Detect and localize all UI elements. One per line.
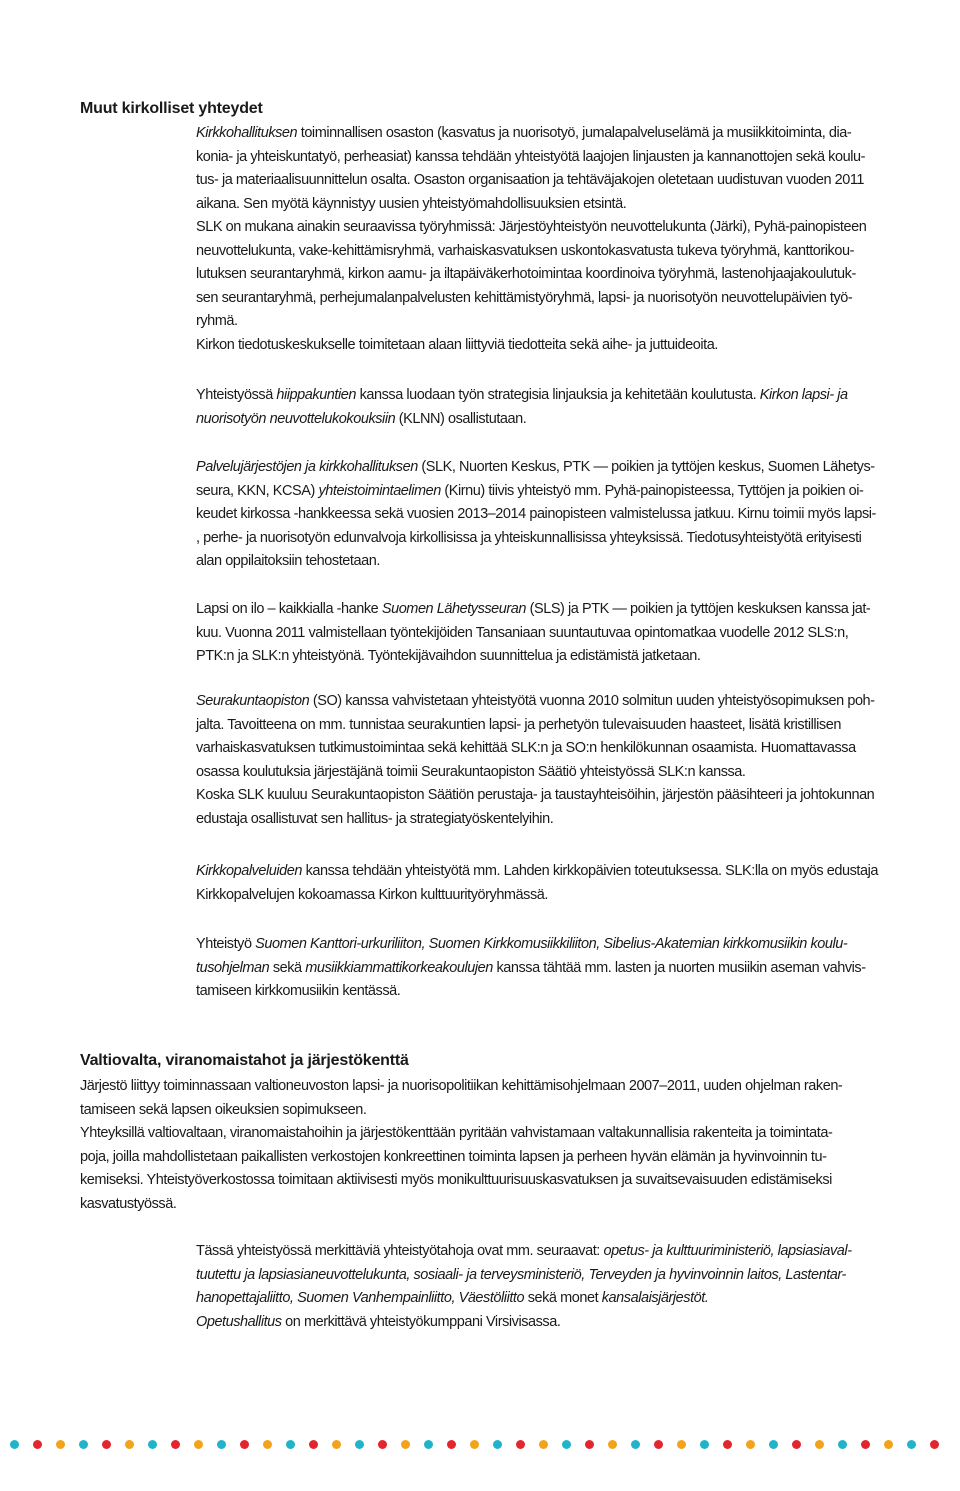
footer-dot	[493, 1440, 502, 1449]
text-run: (KLNN) osallistutaan.	[395, 410, 527, 427]
text-line	[80, 1122, 936, 1146]
text-run: ryhmä.	[196, 313, 238, 329]
footer-dot	[33, 1440, 42, 1449]
text-run: SLK on mukana ainakin seuraavissa työryhmissä: Järjestöyhteistyön neuvottelukunta (Järki), Pyhä-painopisteen	[196, 219, 867, 235]
text-line	[196, 598, 936, 622]
footer-dot	[792, 1440, 801, 1449]
text-line	[196, 169, 936, 193]
text-run: jalta. Tavoitteena on mm. tunnistaa seurakuntien lapsi- ja perhetyön tulevaisuuden haasteet, lisätä kristillisen	[196, 716, 841, 733]
text-run: kasvatustyössä.	[80, 1195, 177, 1212]
text-line	[196, 456, 936, 480]
text-run: toiminnallisen osaston (kasvatus ja nuorisotyö, jumalapalveluselämä ja musiikkitoiminta, dia-	[297, 125, 852, 141]
text-line	[196, 384, 936, 408]
text-run: alan oppilaitoksiin tehostetaan.	[196, 553, 380, 569]
text-run: Yhteistyössä	[196, 387, 277, 403]
text-line	[196, 737, 936, 761]
italic-text-run: opetus- ja kulttuuriministeriö, lapsiasiaval-	[603, 1243, 852, 1259]
text-run: Tässä yhteistyössä merkittäviä yhteistyötahoja ovat mm. seuraavat:	[196, 1243, 604, 1259]
text-line	[80, 1099, 936, 1123]
text-run: Koska SLK kuuluu Seurakuntaopiston Säätiön perustaja- ja taustayhteisöihin, järjestön pääsihteeri ja johtokunnan	[196, 787, 875, 803]
text-line	[196, 480, 936, 504]
text-run: Järjestö liittyy toiminnassaan valtioneuvoston lapsi- ja nuorisopolitiikan kehittämisohjelmaan 2007–2011, uuden ohjelman raken-	[80, 1078, 843, 1094]
paragraph-dioceses	[196, 384, 936, 431]
footer-dot	[217, 1440, 226, 1449]
footer-dot	[746, 1440, 755, 1449]
footer-dot	[585, 1440, 594, 1449]
footer-dot	[470, 1440, 479, 1449]
section-heading-government: Valtiovalta, viranomaistahot ja järjestökenttä	[80, 1052, 409, 1069]
footer-dot	[907, 1440, 916, 1449]
text-run: kanssa tehdään yhteistyötä mm. Lahden kirkkopäivien toteutuksessa. SLK:lla on myös edustaja	[302, 863, 879, 879]
text-run: Kirkon tiedotuskeskukselle toimitetaan alaan liittyviä tiedotteita sekä aihe- ja juttuideoita.	[196, 336, 718, 353]
footer-dot	[516, 1440, 525, 1449]
text-run: keudet kirkossa -hankkeessa sekä vuosien 2013–2014 painopisteen valmistelussa jatkuu. Kirnu toimii myös lapsi-	[196, 506, 876, 522]
text-line	[196, 216, 936, 240]
text-line	[196, 310, 936, 334]
text-run: lutuksen seurantaryhmä, kirkon aamu- ja iltapäiväkerhotoimintaa koordinoiva työryhmä, lastenohjaajakoulutuk-	[196, 266, 856, 282]
text-run: kuu. Vuonna 2011 valmistellaan työntekijöiden Tansaniaan suuntautuvaa opintomatkaa vuodelle 2012 SLS:n,	[196, 624, 849, 641]
text-line	[196, 334, 936, 358]
text-line	[196, 884, 936, 908]
footer-dot	[194, 1440, 203, 1449]
text-line	[196, 761, 936, 785]
footer-dot	[10, 1440, 19, 1449]
footer-dot	[654, 1440, 663, 1449]
paragraph-kirkkopalvelut	[196, 860, 936, 907]
footer-dot	[263, 1440, 272, 1449]
text-run: kanssa tähtää mm. lasten ja nuorten musiikin aseman vahvis-	[492, 959, 866, 976]
footer-dot	[447, 1440, 456, 1449]
paragraph-government-cooperation	[80, 1075, 936, 1216]
footer-dot	[125, 1440, 134, 1449]
italic-text-run: kansalaisjärjestöt.	[601, 1290, 709, 1306]
footer-dot	[401, 1440, 410, 1449]
italic-text-run: hanopettajaliitto, Suomen Vanhempainliitto, Väestöliitto	[196, 1290, 525, 1306]
paragraph-kirkkohallitus	[196, 122, 936, 216]
footer-dot	[378, 1440, 387, 1449]
text-run: sen seurantaryhmä, perhejumalanpalvelusten kehittämistyöryhmä, lapsi- ja nuorisotyön neuvottelupäivien työ-	[196, 289, 853, 306]
text-line	[80, 1146, 936, 1170]
footer-dot	[355, 1440, 364, 1449]
text-line	[196, 980, 936, 1004]
text-line	[196, 527, 936, 551]
text-line	[80, 1075, 936, 1099]
text-run: PTK:n ja SLK:n yhteistyönä. Työntekijävaihdon suunnittelua ja edistämistä jatketaan.	[196, 648, 701, 664]
text-run: Yhteistyö	[196, 936, 256, 952]
text-line	[196, 503, 936, 527]
footer-dot	[148, 1440, 157, 1449]
section-heading-church-relations: Muut kirkolliset yhteydet	[80, 100, 263, 117]
italic-text-run: musiikkiammattikorkeakoulujen	[305, 959, 493, 976]
footer-dot	[102, 1440, 111, 1449]
footer-dot	[930, 1440, 939, 1449]
text-run: seura, KKN, KCSA)	[196, 482, 319, 499]
footer-dot	[286, 1440, 295, 1449]
footer-dot	[562, 1440, 571, 1449]
italic-text-run: Kirkkohallituksen	[196, 125, 298, 141]
text-run: konia- ja yhteiskuntatyö, perheasiat) kanssa tehdään yhteistyötä laajojen linjausten ja kannanottojen sekä koulu-	[196, 148, 865, 165]
text-line	[196, 933, 936, 957]
text-run: osassa koulutuksia järjestäjänä toimii Seurakuntaopiston Säätiö yhteistyössä SLK:n kanssa.	[196, 763, 746, 780]
footer-dot	[309, 1440, 318, 1449]
italic-text-run: Palvelujärjestöjen ja kirkkohallituksen	[196, 459, 418, 475]
footer-dot	[240, 1440, 249, 1449]
text-run: Lapsi on ilo – kaikkialla -hanke	[196, 601, 382, 617]
text-run: sekä	[269, 959, 306, 976]
text-line	[196, 550, 936, 574]
text-run: (Kirnu) tiivis yhteistyö mm. Pyhä-painopisteessa, Tyttöjen ja poikien oi-	[440, 482, 864, 499]
italic-text-run: Kirkkopalveluiden	[196, 863, 302, 879]
text-run: (SLS) ja PTK — poikien ja tyttöjen keskuksen kanssa jat-	[526, 601, 871, 617]
text-line	[196, 784, 936, 808]
footer-dot	[861, 1440, 870, 1449]
italic-text-run: tusohjelman	[196, 959, 270, 976]
italic-text-run: Suomen Lähetysseuran	[381, 601, 527, 617]
text-line	[196, 622, 936, 646]
text-run: neuvottelukunta, vake-kehittämisryhmä, varhaiskasvatuksen uskontokasvatusta tukeva työryhmä, kanttorikou-	[196, 242, 854, 259]
text-line	[196, 1240, 936, 1264]
italic-text-run: nuorisotyön neuvottelukokouksiin	[196, 410, 396, 427]
footer-dot	[631, 1440, 640, 1449]
text-run: tamiseen sekä lapsen oikeuksien sopimukseen.	[80, 1101, 367, 1118]
text-run: aikana. Sen myötä käynnistyy uusien yhteistyömahdollisuuksien etsintä.	[196, 195, 627, 212]
text-line	[196, 690, 936, 714]
text-line	[196, 1287, 936, 1311]
text-run: poja, joilla mahdollistetaan paikallisten verkostojen konkreettinen toiminta lapsen ja perheen hyvän elämän ja hyvinvoinnin tu-	[80, 1148, 827, 1165]
text-line	[196, 860, 936, 884]
text-line	[196, 645, 936, 669]
text-run: varhaiskasvatuksen tutkimustoimintaa sekä kehittää SLK:n ja SO:n henkilökunnan osaamista. Huomattavassa	[196, 740, 856, 756]
text-run: sekä monet	[524, 1290, 602, 1306]
text-line	[196, 263, 936, 287]
text-run: edustaja osallistuvat sen hallitus- ja strategiatyöskentelyihin.	[196, 810, 554, 827]
paragraph-key-partners	[196, 1240, 936, 1334]
footer-dot	[884, 1440, 893, 1449]
text-run: kanssa luodaan työn strategisia linjauksia ja kehitetään koulutusta.	[356, 387, 760, 403]
italic-text-run: tuutettu ja lapsiasianeuvottelukunta, sosiaali- ja terveysministeriö, Terveyden ja hyvinvoinnin laitos, Lastentar-	[196, 1266, 846, 1283]
italic-text-run: Seurakuntaopiston	[196, 693, 310, 709]
text-line	[196, 808, 936, 832]
footer-dot	[332, 1440, 341, 1449]
text-line	[196, 408, 936, 432]
text-run: Kirkkopalvelujen kokoamassa Kirkon kulttuurityöryhmässä.	[196, 886, 548, 903]
italic-text-run: Kirkon lapsi- ja	[759, 387, 848, 403]
text-line	[196, 287, 936, 311]
footer-dot	[539, 1440, 548, 1449]
footer-dot	[608, 1440, 617, 1449]
text-run: (SLK, Nuorten Keskus, PTK — poikien ja tyttöjen keskus, Suomen Lähetys-	[417, 459, 875, 475]
text-line	[196, 193, 936, 217]
paragraph-working-groups	[196, 216, 936, 357]
italic-text-run: hiippakuntien	[276, 387, 356, 403]
decorative-dot-row	[10, 1440, 950, 1452]
text-line	[196, 1264, 936, 1288]
footer-dot	[677, 1440, 686, 1449]
text-run: tamiseen kirkkomusiikin kentässä.	[196, 983, 401, 999]
text-line	[196, 240, 936, 264]
italic-text-run: Opetushallitus	[196, 1313, 282, 1330]
text-line	[196, 146, 936, 170]
italic-text-run: yhteistoimintaelimen	[318, 482, 441, 499]
text-run: (SO) kanssa vahvistetaan yhteistyötä vuonna 2010 solmitun uuden yhteistyösopimuksen poh-	[309, 693, 875, 709]
italic-text-run: Suomen Kanttori-urkuriliiton, Suomen Kirkkomusiikkiliiton, Sibelius-Akatemian kirkkomusiikin koulu-	[255, 936, 848, 952]
footer-dot	[56, 1440, 65, 1449]
paragraph-lapsi-on-ilo	[196, 598, 936, 669]
paragraph-service-organizations	[196, 456, 936, 574]
paragraph-seurakuntaopisto	[196, 690, 936, 831]
footer-dot	[838, 1440, 847, 1449]
text-run: on merkittävä yhteistyökumppani Virsivisassa.	[281, 1313, 561, 1330]
text-run: , perhe- ja nuorisotyön edunvalvoja kirkollisissa ja yhteiskunnallisissa yhteyksissä. Tiedotusyhteistyötä erityisesti	[196, 529, 862, 546]
text-line	[196, 1311, 936, 1335]
footer-dot	[424, 1440, 433, 1449]
text-run: kemiseksi. Yhteistyöverkostossa toimitaan aktiivisesti myös monikulttuurisuuskasvatuksen ja suvaitsevaisuuden edistämiseksi	[80, 1172, 832, 1188]
text-run: Yhteyksillä valtiovaltaan, viranomaistahoihin ja järjestökenttään pyritään vahvistamaan valtakunnallisia rakenteita ja toimintata-	[80, 1125, 833, 1141]
footer-dot	[171, 1440, 180, 1449]
footer-dot	[79, 1440, 88, 1449]
footer-dot	[815, 1440, 824, 1449]
footer-dot	[769, 1440, 778, 1449]
paragraph-church-music	[196, 933, 936, 1004]
text-line	[80, 1193, 936, 1217]
footer-dot	[723, 1440, 732, 1449]
text-line	[196, 957, 936, 981]
text-line	[196, 122, 936, 146]
text-run: tus- ja materiaalisuunnittelun osalta. Osaston organisaation ja tehtäväjakojen oletetaan uudistuvan vuoden 2011	[196, 172, 865, 188]
text-line	[80, 1169, 936, 1193]
text-line	[196, 714, 936, 738]
footer-dot	[700, 1440, 709, 1449]
